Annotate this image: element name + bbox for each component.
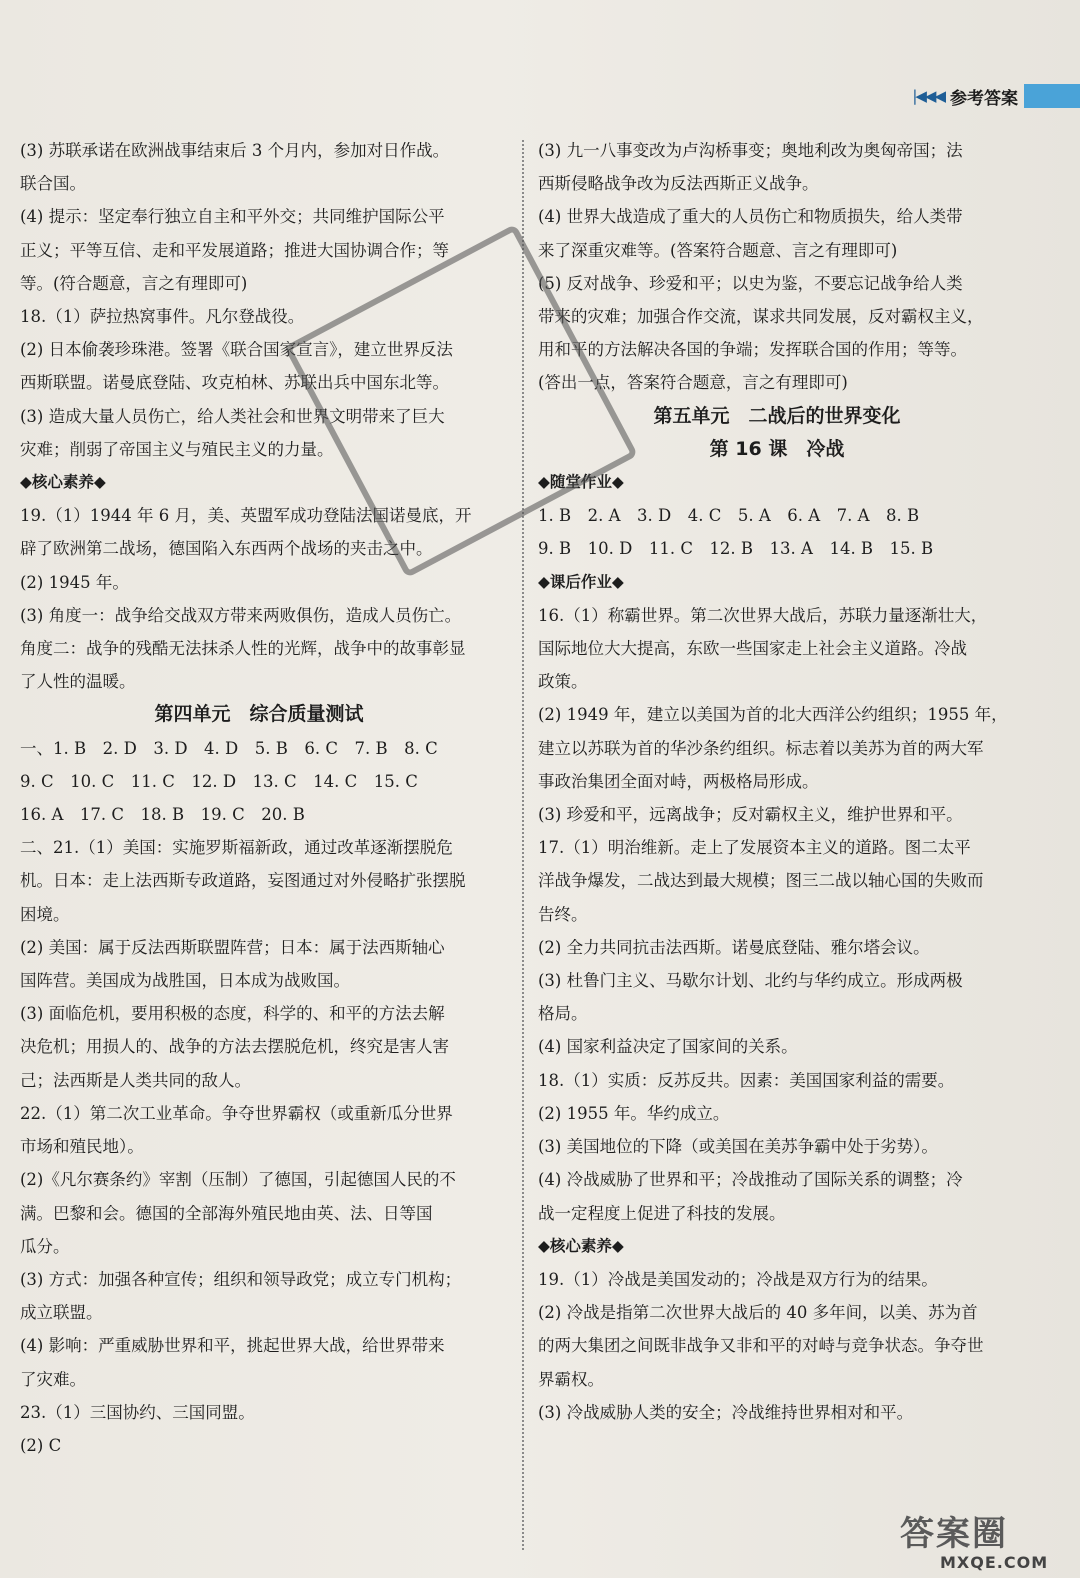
answer-line: 洋战争爆发，二战达到最大规模；图三二战以轴心国的失败而 xyxy=(538,871,984,891)
answer-line: (2) 1949 年，建立以美国为首的北大西洋公约组织；1955 年， xyxy=(538,705,1008,725)
answer-line: 22.（1）第二次工业革命。争夺世界霸权（或重新瓜分世界 xyxy=(20,1103,453,1123)
answer-line: (答出一点，答案符合题意，言之有理即可) xyxy=(538,373,848,393)
answer-line: 灾难；削弱了帝国主义与殖民主义的力量。 xyxy=(20,439,334,459)
answer-line: (3) 珍爱和平，远离战争；反对霸权主义，维护世界和平。 xyxy=(538,805,963,825)
answer-line: 机。日本：走上法西斯专政道路，妄图通过对外侵略扩张摆脱 xyxy=(20,871,466,891)
page-header xyxy=(912,82,1080,110)
answer-line: 了灾难。 xyxy=(20,1369,86,1389)
answer-line: (2) 1955 年。华约成立。 xyxy=(538,1103,730,1123)
answer-line: 困境。 xyxy=(20,904,70,924)
answer-line: 17.（1）明治维新。走上了发展资本主义的道路。图二太平 xyxy=(538,838,971,858)
answer-line: 带来的灾难；加强合作交流，谋求共同发展，反对霸权主义， xyxy=(538,307,984,327)
answer-line: 等。(符合题意，言之有理即可) xyxy=(20,273,248,293)
arrows-icon: |◀◀◀ xyxy=(912,87,944,105)
answer-line: 战一定程度上促进了科技的发展。 xyxy=(538,1203,786,1223)
site-logo xyxy=(900,1514,1049,1572)
header-accent-bar xyxy=(1024,84,1080,108)
answer-line: 己；法西斯是人类共同的敌人。 xyxy=(20,1070,251,1090)
answer-line: 了人性的温暖。 xyxy=(20,672,136,692)
answer-line: (4) 影响：严重威胁世界和平，挑起世界大战，给世界带来 xyxy=(20,1336,445,1356)
answer-line: (3) 杜鲁门主义、马歇尔计划、北约与华约成立。形成两极 xyxy=(538,971,963,991)
answer-line: (5) 反对战争、珍爱和平；以史为鉴，不要忘记战争给人类 xyxy=(538,273,963,293)
answer-line: 建立以苏联为首的华沙条约组织。标志着以美苏为首的两大军 xyxy=(538,738,984,758)
answer-line: 联合国。 xyxy=(20,174,86,194)
answer-line: (4) 国家利益决定了国家间的关系。 xyxy=(538,1037,798,1057)
answer-line: (4) 冷战威胁了世界和平；冷战推动了国际关系的调整；冷 xyxy=(538,1170,963,1190)
answer-line: (3) 角度一：战争给交战双方带来两败俱伤，造成人员伤亡。 xyxy=(20,605,462,625)
right-column xyxy=(538,134,1016,1429)
answer-line: (3) 苏联承诺在欧洲战事结束后 3 个月内，参加对日作战。 xyxy=(20,141,450,160)
answer-line: (2) C xyxy=(20,1435,62,1455)
answer-line: (2) 全力共同抗击法西斯。诺曼底登陆、雅尔塔会议。 xyxy=(538,937,930,957)
answer-line: 国阵营。美国成为战胜国，日本成为战败国。 xyxy=(20,971,350,991)
answer-line: 9. C 10. C 11. C 12. D 13. C 14. C 15. C xyxy=(20,771,418,791)
answer-line: 正义；平等互信、走和平发展道路；推进大国协调合作；等 xyxy=(20,240,449,260)
answer-line: 满。巴黎和会。德国的全部海外殖民地由英、法、日等国 xyxy=(20,1203,433,1223)
answer-line: (4) 世界大战造成了重大的人员伤亡和物质损失，给人类带 xyxy=(538,207,963,227)
answer-line: 9. B 10. D 11. C 12. B 13. A 14. B 15. B xyxy=(538,539,934,559)
answer-line: 19.（1）冷战是美国发动的；冷战是双方行为的结果。 xyxy=(538,1269,938,1289)
answer-line: 16.（1）称霸世界。第二次世界大战后，苏联力量逐渐壮大， xyxy=(538,605,988,625)
answer-line: 决危机；用损人的、战争的方法去摆脱危机，终究是害人害 xyxy=(20,1037,449,1057)
header-title: 参考答案 xyxy=(950,88,1018,109)
answer-line: 西斯联盟。诺曼底登陆、攻克柏林、苏联出兵中国东北等。 xyxy=(20,373,449,393)
answer-line: 市场和殖民地）。 xyxy=(20,1137,144,1157)
answer-line: 一、1. B 2. D 3. D 4. D 5. B 6. C 7. B 8. C xyxy=(20,738,438,758)
answer-line: (3) 方式：加强各种宣传；组织和领导政党；成立专门机构； xyxy=(20,1269,462,1289)
answer-line: (2) 冷战是指第二次世界大战后的 40 多年间，以美、苏为首 xyxy=(538,1303,978,1323)
answer-line: 18.（1）实质：反苏反共。因素：美国国家利益的需要。 xyxy=(538,1070,955,1090)
unit-title: 第五单元 二战后的世界变化 xyxy=(653,404,901,427)
answer-line: 西斯侵略战争改为反法西斯正义战争。 xyxy=(538,174,819,194)
answer-line: 来了深重灾难等。(答案符合题意、言之有理即可) xyxy=(538,240,898,260)
answer-line: 用和平的方法解决各国的争端；发挥联合国的作用；等等。 xyxy=(538,340,967,360)
logo-text: 答案圈 xyxy=(900,1514,1008,1554)
section-heading: ◆课后作业◆ xyxy=(538,572,624,591)
answer-line: (2) 美国：属于反法西斯联盟阵营；日本：属于法西斯轴心 xyxy=(20,937,445,957)
answer-line: 23.（1）三国协约、三国同盟。 xyxy=(20,1402,255,1422)
answer-line: 成立联盟。 xyxy=(20,1303,103,1323)
answer-line: 19.（1）1944 年 6 月，美、英盟军成功登陆法国诺曼底，开 xyxy=(20,506,472,526)
unit-title: 第 16 课 冷战 xyxy=(709,437,845,460)
answer-line: 瓜分。 xyxy=(20,1236,70,1256)
answer-line: 政策。 xyxy=(538,672,588,692)
answer-line: (2)《凡尔赛条约》宰割（压制）了德国，引起德国人民的不 xyxy=(20,1170,456,1190)
answer-line: (2) 1945 年。 xyxy=(20,572,129,592)
answer-line: (3) 冷战威胁人类的安全；冷战维持世界相对和平。 xyxy=(538,1402,914,1422)
section-heading: ◆核心素养◆ xyxy=(538,1236,624,1255)
answer-line: 辟了欧洲第二战场，德国陷入东西两个战场的夹击之中。 xyxy=(20,539,433,559)
section-heading: ◆随堂作业◆ xyxy=(538,473,624,492)
answer-line: 格局。 xyxy=(538,1004,588,1024)
answer-line: 1. B 2. A 3. D 4. C 5. A 6. A 7. A 8. B xyxy=(538,506,920,526)
answer-line: (3) 九一八事变改为卢沟桥事变；奥地利改为奥匈帝国；法 xyxy=(538,141,963,160)
logo-url: MXQE.COM xyxy=(940,1553,1049,1572)
answer-line: 的两大集团之间既非战争又非和平的对峙与竞争状态。争夺世 xyxy=(538,1336,984,1356)
answer-line: 二、21.（1）美国：实施罗斯福新政，通过改革逐渐摆脱危 xyxy=(20,838,453,858)
answer-line: 18.（1）萨拉热窝事件。凡尔登战役。 xyxy=(20,307,305,327)
answer-line: 告终。 xyxy=(538,904,588,924)
answer-line: 国际地位大大提高，东欧一些国家走上社会主义道路。冷战 xyxy=(538,639,967,659)
unit-title: 第四单元 综合质量测试 xyxy=(154,703,364,726)
answer-line: 事政治集团全面对峙，两极格局形成。 xyxy=(538,771,819,791)
answer-line: (3) 造成大量人员伤亡，给人类社会和世界文明带来了巨大 xyxy=(20,406,445,426)
section-heading: ◆核心素养◆ xyxy=(20,473,106,492)
answer-line: (3) 美国地位的下降（或美国在美苏争霸中处于劣势）。 xyxy=(538,1137,938,1157)
answer-line: (4) 提示：坚定奉行独立自主和平外交；共同维护国际公平 xyxy=(20,207,445,227)
answer-line: 界霸权。 xyxy=(538,1369,604,1389)
answer-line: (3) 面临危机，要用积极的态度，科学的、和平的方法去解 xyxy=(20,1004,445,1024)
answer-line: 16. A 17. C 18. B 19. C 20. B xyxy=(20,805,305,825)
answer-line: 角度二：战争的残酷无法抹杀人性的光辉，战争中的故事彰显 xyxy=(20,639,466,659)
answer-line: (2) 日本偷袭珍珠港。签署《联合国家宣言》，建立世界反法 xyxy=(20,340,453,360)
